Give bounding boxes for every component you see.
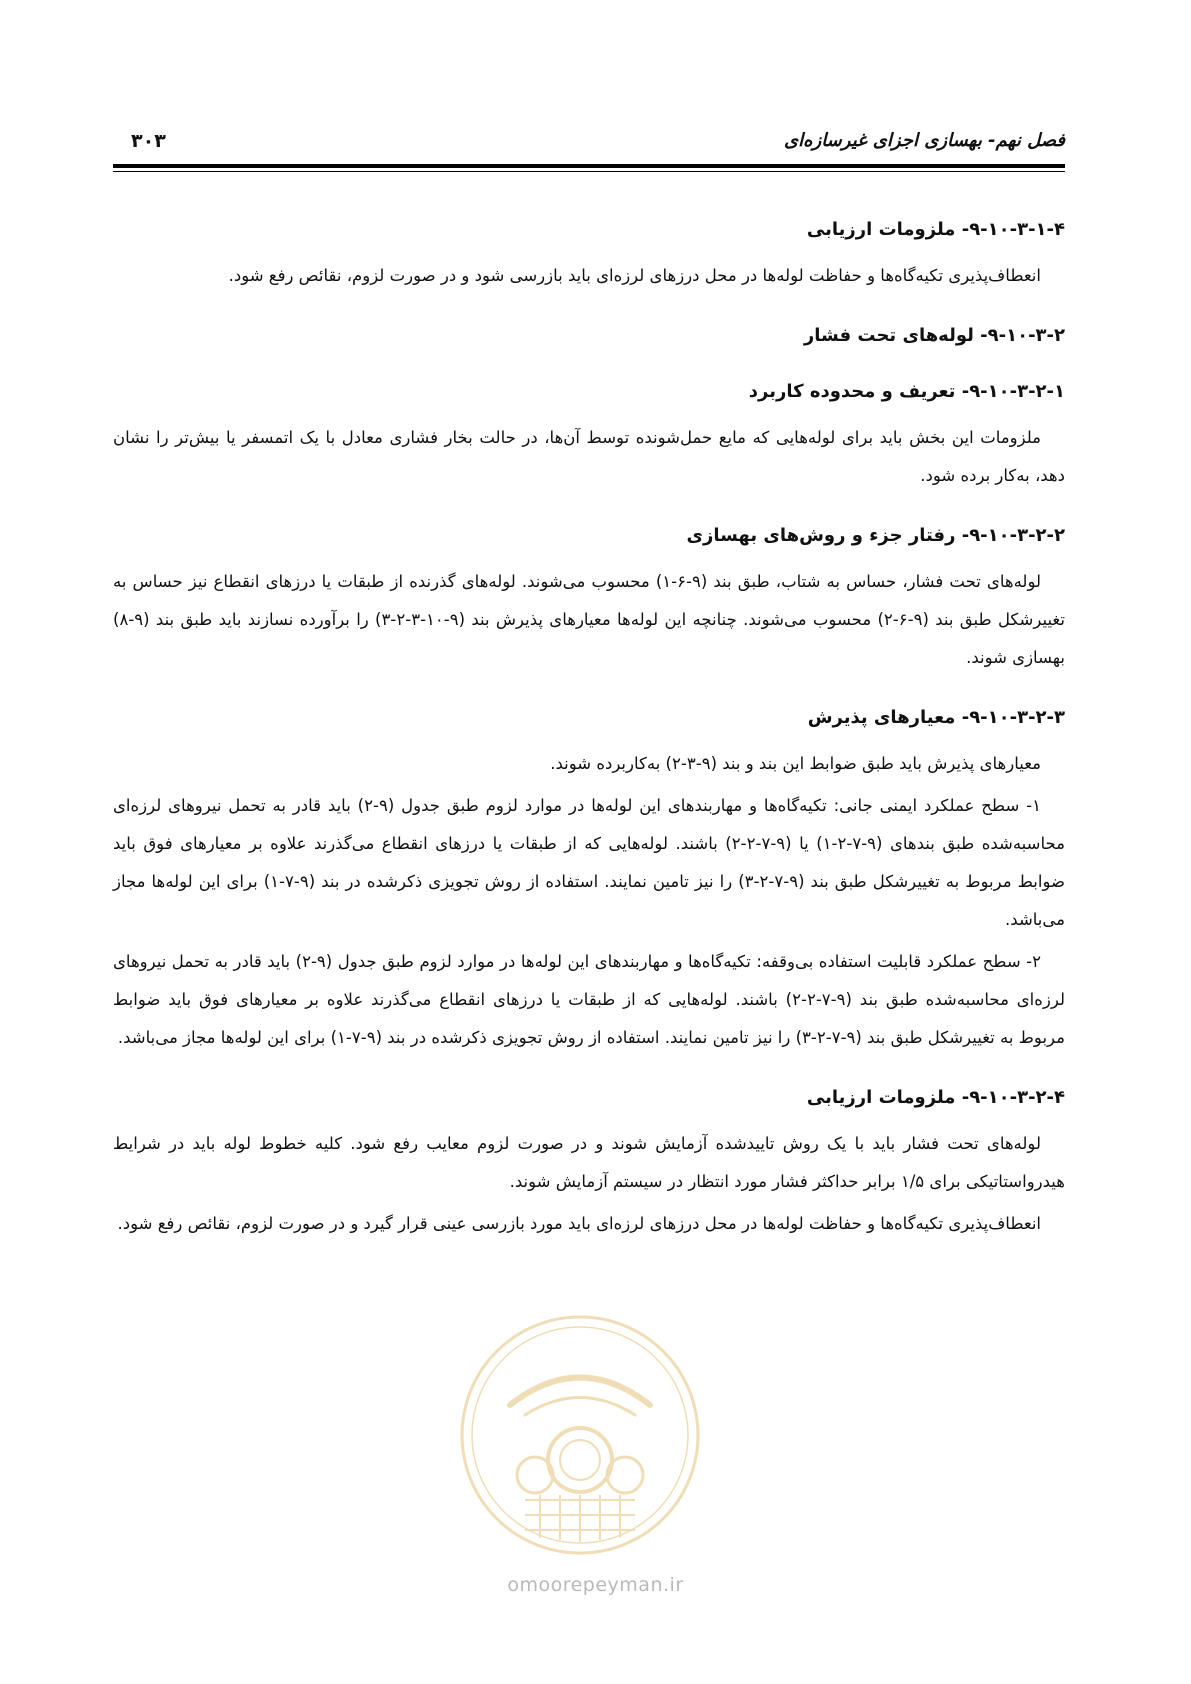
body-paragraph: معیارهای پذیرش باید طبق ضوابط این بند و بند (۹-۳-۲) به‌کاربرده شوند. [550, 754, 1041, 773]
body-paragraph: لوله‌های تحت فشار باید با یک روش تاییدشده آزمایش شوند و در صورت لزوم معایب رفع شود. کلیه خطوط لوله باید در شرایط هیدرواستاتیکی برای ۱/۵ برابر حداکثر فشار مورد انتظار در سیستم آزمایش شوند. [113, 1134, 1065, 1191]
section-heading: ۹-۱۰-۳-۲-۲- رفتار جزء و روش‌های بهسازی [686, 525, 1065, 546]
header-rule-thin [113, 171, 1065, 172]
page-number: ۳۰۳ [131, 130, 166, 152]
body-paragraph: ملزومات این بخش باید برای لوله‌هایی که مایع حمل‌شونده توسط آن‌ها، در حالت بخار فشاری معادل با یک اتمسفر یا بیش‌تر را نشان دهد، به‌کار برده شود. [113, 428, 1065, 485]
body-paragraph: انعطاف‌پذیری تکیه‌گاه‌ها و حفاظت لوله‌ها در محل درزهای لرزه‌ای باید بازرسی شود و در صورت لزوم، نقائص رفع شود. [228, 266, 1041, 285]
body-paragraph: ۱- سطح عملکرد ایمنی جانی: تکیه‌گاه‌ها و مهاربندهای این لوله‌ها در موارد لزوم طبق جدول (۹-۲) باید قادر به تحمل نیروهای لرزه‌ای محاسبه‌شده طبق بندهای (۹-۷-۲-۱) یا (۹-۷-۲-۲) باشند. لوله‌هایی که از طبقات یا درزهای انقطاع می‌گذرند علاوه بر معیارهای فوق باید ضوابط مربوط به تغییرشکل طبق بند (۹-۷-۲-۳) را نیز تامین نمایند. استفاده از روش تجویزی ذکرشده در بند (۹-۷-۱) برای این لوله‌ها مجاز می‌باشد. [113, 796, 1066, 929]
page-body [113, 215, 1065, 1243]
body-paragraph: انعطاف‌پذیری تکیه‌گاه‌ها و حفاظت لوله‌ها در محل درزهای لرزه‌ای باید مورد بازرسی عینی قرار گیرد و در صورت لزوم، نقائص رفع شود. [117, 1214, 1041, 1233]
section-heading: ۹-۱۰-۳-۱-۴- ملزومات ارزیابی [806, 219, 1065, 240]
watermark-seal [455, 1310, 705, 1560]
section-heading: ۹-۱۰-۳-۲-۱- تعریف و محدوده کاربرد [748, 381, 1065, 402]
body-paragraph: لوله‌های تحت فشار، حساس به شتاب، طبق بند (۹-۶-۱) محسوب می‌شوند. لوله‌های گذرنده از طبقات یا درزهای انقطاع نیز حساس به تغییرشکل طبق بند (۹-۶-۲) محسوب می‌شوند. چنانچه این لوله‌ها معیارهای پذیرش بند (۹-۱۰-۳-۲-۳) را برآورده نسازند باید طبق بند (۹-۸) بهسازی شوند. [113, 572, 1065, 667]
body-paragraph: ۲- سطح عملکرد قابلیت استفاده بی‌وقفه: تکیه‌گاه‌ها و مهاربندهای این لوله‌ها در موارد لزوم طبق جدول (۹-۲) باید قادر به تحمل نیروهای لرزه‌ای محاسبه‌شده طبق بند (۹-۷-۲-۲) باشند. لوله‌هایی که از طبقات یا درزهای انقطاع می‌گذرند علاوه بر معیارهای فوق باید ضوابط مربوط به تغییرشکل طبق بند (۹-۷-۲-۳) را نیز تامین نمایند. استفاده از روش تجویزی ذکرشده در بند (۹-۷-۱) برای این لوله‌ها مجاز می‌باشد. [113, 952, 1066, 1047]
section-heading: ۹-۱۰-۳-۲- لوله‌های تحت فشار [803, 325, 1065, 346]
section-heading: ۹-۱۰-۳-۲-۳- معیارهای پذیرش [807, 707, 1065, 728]
page-header [113, 126, 1065, 166]
chapter-title: فصل نهم- بهسازی اجزای غیرسازه‌ای [783, 130, 1065, 151]
header-rule-thick [113, 164, 1065, 168]
section-heading: ۹-۱۰-۳-۲-۴- ملزومات ارزیابی [806, 1087, 1065, 1108]
watermark-url: omoorepeyman.ir [507, 1574, 684, 1596]
